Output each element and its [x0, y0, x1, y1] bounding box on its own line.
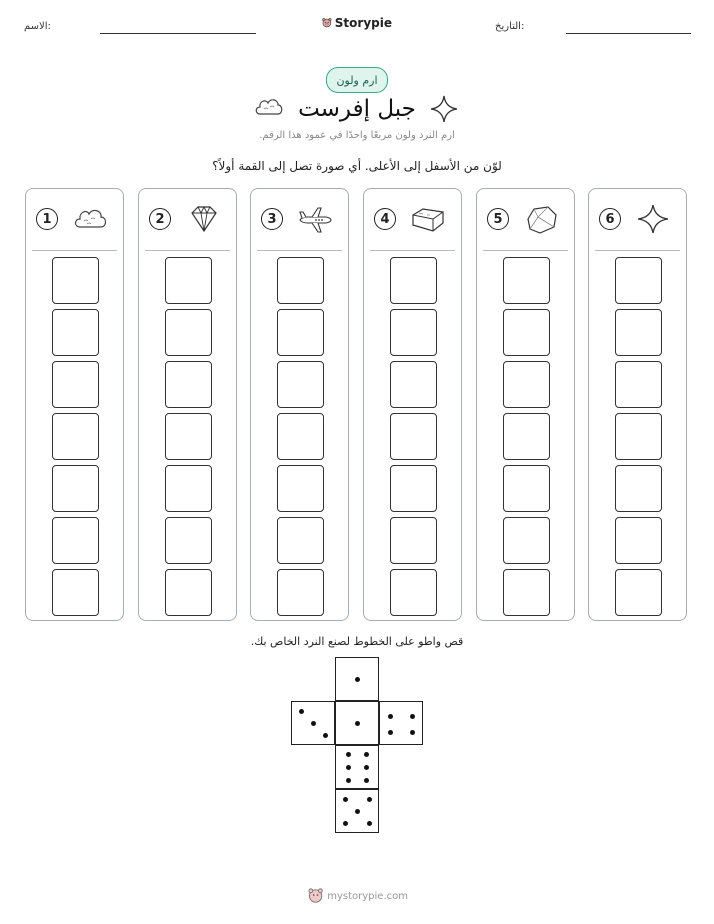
- dice-pip: [299, 709, 304, 714]
- color-box[interactable]: [165, 361, 212, 408]
- dice-pip: [367, 821, 372, 826]
- color-box[interactable]: [503, 465, 550, 512]
- subtitle: ارم النرد ولون مربعًا واحدًا في عمود هذا الرقم.: [259, 130, 455, 141]
- dice-pip: [367, 797, 372, 802]
- color-box[interactable]: [615, 257, 662, 304]
- dice-pip: [311, 721, 316, 726]
- bear-logo-icon: [308, 887, 323, 905]
- column-3: [250, 188, 349, 621]
- column-divider: [595, 250, 680, 251]
- dice-pip: [323, 733, 328, 738]
- column-5: [476, 188, 575, 621]
- column-6: [588, 188, 687, 621]
- column-number: 1: [36, 208, 58, 230]
- color-box[interactable]: [390, 309, 437, 356]
- dice-face: [335, 745, 379, 789]
- color-box[interactable]: [277, 361, 324, 408]
- column-number: 4: [374, 208, 396, 230]
- color-box[interactable]: [165, 569, 212, 616]
- column-number: 2: [149, 208, 171, 230]
- name-line[interactable]: [100, 33, 256, 34]
- color-box[interactable]: [615, 309, 662, 356]
- dice-instruction: قص واطو على الخطوط لصنع النرد الخاص بك.: [250, 635, 464, 648]
- color-box[interactable]: [277, 569, 324, 616]
- column-2: [138, 188, 237, 621]
- sparkle-icon: [634, 203, 672, 235]
- column-1: [25, 188, 124, 621]
- color-box[interactable]: [165, 517, 212, 564]
- dice-pip: [410, 714, 415, 719]
- color-box[interactable]: [390, 569, 437, 616]
- color-box[interactable]: [503, 309, 550, 356]
- color-box[interactable]: [390, 413, 437, 460]
- color-box[interactable]: [615, 465, 662, 512]
- column-divider: [370, 250, 455, 251]
- color-box[interactable]: [52, 465, 99, 512]
- dice-pip: [364, 752, 369, 757]
- dice-pip: [346, 778, 351, 783]
- color-box[interactable]: [390, 257, 437, 304]
- color-box[interactable]: [615, 413, 662, 460]
- dice-pip: [355, 721, 360, 726]
- color-box[interactable]: [503, 569, 550, 616]
- color-box[interactable]: [390, 361, 437, 408]
- footer: [308, 886, 408, 906]
- color-box[interactable]: [390, 465, 437, 512]
- dice-pip: [355, 809, 360, 814]
- column-number: 5: [487, 208, 509, 230]
- color-box[interactable]: [52, 517, 99, 564]
- color-box[interactable]: [503, 257, 550, 304]
- instruction: لوّن من الأسفل إلى الأعلى. أي صورة تصل إلى القمة أولاً؟: [212, 159, 502, 173]
- ice-block-icon: [409, 203, 447, 235]
- dice-pip: [388, 714, 393, 719]
- footer-url: mystorypie.com: [327, 890, 408, 902]
- dice-face: [335, 657, 379, 701]
- dice-pip: [410, 730, 415, 735]
- column-divider: [483, 250, 568, 251]
- color-box[interactable]: [615, 361, 662, 408]
- color-box[interactable]: [503, 517, 550, 564]
- page-title: جبل إفرست: [298, 96, 416, 122]
- dice-face: [335, 789, 379, 833]
- color-box[interactable]: [52, 361, 99, 408]
- bear-logo-icon: [322, 14, 332, 32]
- column-4: [363, 188, 462, 621]
- date-line[interactable]: [566, 33, 691, 34]
- rock-icon: [522, 203, 560, 235]
- color-box[interactable]: [390, 517, 437, 564]
- color-box[interactable]: [52, 309, 99, 356]
- dice-face: [291, 701, 335, 745]
- dice-pip: [355, 677, 360, 682]
- dice-pip: [364, 778, 369, 783]
- color-box[interactable]: [615, 569, 662, 616]
- column-number: 6: [599, 208, 621, 230]
- dice-pip: [346, 765, 351, 770]
- column-number: 3: [261, 208, 283, 230]
- brand-name: Storypie: [334, 16, 392, 30]
- color-box[interactable]: [615, 517, 662, 564]
- color-box[interactable]: [165, 309, 212, 356]
- color-box[interactable]: [165, 413, 212, 460]
- color-box[interactable]: [52, 569, 99, 616]
- brand-logo: [322, 13, 392, 33]
- color-box[interactable]: [503, 413, 550, 460]
- column-divider: [257, 250, 342, 251]
- column-divider: [32, 250, 117, 251]
- dice-pip: [388, 730, 393, 735]
- color-box[interactable]: [165, 465, 212, 512]
- name-label: الاسم:: [24, 21, 51, 32]
- sparkle-icon: [430, 95, 458, 123]
- color-box[interactable]: [165, 257, 212, 304]
- cloud-icon: [71, 203, 109, 235]
- dice-pip: [343, 797, 348, 802]
- airplane-icon: [296, 203, 334, 235]
- dice-face: [335, 701, 379, 745]
- color-box[interactable]: [277, 517, 324, 564]
- diamond-icon: [184, 203, 222, 235]
- color-box[interactable]: [52, 257, 99, 304]
- color-box[interactable]: [277, 413, 324, 460]
- color-box[interactable]: [277, 465, 324, 512]
- dice-face: [379, 701, 423, 745]
- color-box[interactable]: [52, 413, 99, 460]
- dice-pip: [343, 821, 348, 826]
- dice-pip: [364, 765, 369, 770]
- column-divider: [145, 250, 230, 251]
- color-box[interactable]: [277, 257, 324, 304]
- date-label: التاريخ:: [495, 21, 525, 32]
- dice-pip: [346, 752, 351, 757]
- activity-pill: ارم ولون: [326, 67, 388, 93]
- color-box[interactable]: [503, 361, 550, 408]
- color-box[interactable]: [277, 309, 324, 356]
